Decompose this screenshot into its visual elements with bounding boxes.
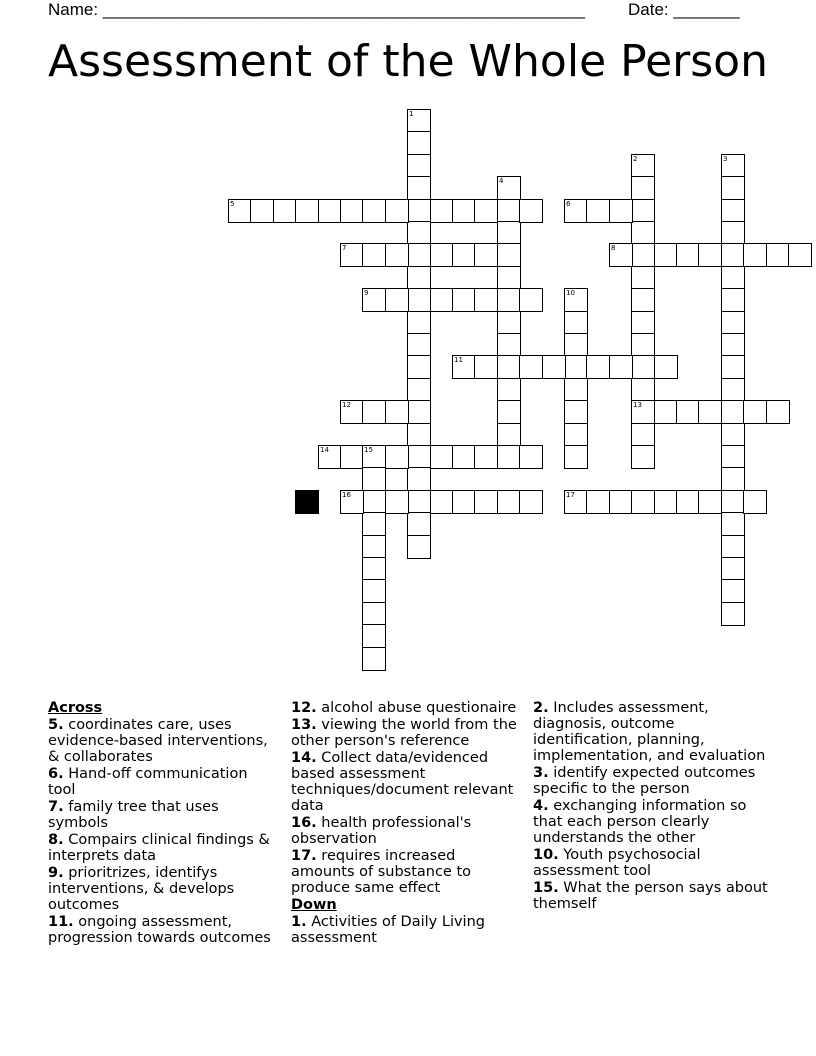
grid-cell[interactable] bbox=[273, 199, 297, 223]
grid-cell[interactable] bbox=[564, 423, 588, 447]
grid-cell[interactable] bbox=[564, 311, 588, 335]
clue-number-label: 1 bbox=[409, 110, 414, 118]
clue-text: Compairs clinical findings & interprets data bbox=[48, 832, 270, 864]
grid-cell[interactable] bbox=[631, 378, 655, 402]
grid-cell[interactable] bbox=[407, 243, 431, 267]
grid-cell[interactable] bbox=[766, 243, 790, 267]
grid-cell[interactable] bbox=[721, 266, 745, 290]
grid-cell[interactable] bbox=[497, 199, 521, 223]
clue-text: requires increased amounts of substance to produce same effect bbox=[291, 848, 472, 896]
grid-cell[interactable] bbox=[721, 333, 745, 357]
clue-text: alcohol abuse questionaire bbox=[316, 700, 517, 716]
clue-text: Hand-off communication tool bbox=[48, 766, 248, 798]
grid-cell[interactable] bbox=[497, 221, 521, 245]
grid-cell[interactable] bbox=[362, 490, 386, 514]
grid-cell[interactable] bbox=[362, 243, 386, 267]
grid-cell[interactable] bbox=[430, 445, 454, 469]
grid-cell[interactable] bbox=[407, 311, 431, 335]
grid-cell[interactable] bbox=[788, 243, 812, 267]
grid-cell[interactable] bbox=[721, 423, 745, 447]
grid-cell[interactable] bbox=[228, 199, 252, 223]
grid-cell[interactable] bbox=[631, 423, 655, 447]
clue-number: 11. bbox=[48, 914, 74, 930]
clue-item bbox=[291, 700, 523, 716]
grid-cell[interactable] bbox=[721, 243, 745, 267]
clue-number: 9. bbox=[48, 865, 64, 881]
grid-cell[interactable] bbox=[407, 199, 431, 223]
clue-number: 2. bbox=[533, 700, 549, 716]
grid-cell[interactable] bbox=[676, 243, 700, 267]
clue-number-label: 3 bbox=[723, 155, 728, 163]
grid-cell[interactable] bbox=[676, 400, 700, 424]
clue-number: 5. bbox=[48, 717, 64, 733]
clue-item bbox=[48, 799, 276, 831]
grid-cell[interactable] bbox=[407, 423, 431, 447]
grid-cell[interactable] bbox=[362, 199, 386, 223]
clue-item bbox=[48, 832, 276, 864]
grid-cell[interactable] bbox=[721, 557, 745, 581]
grid-cell[interactable] bbox=[407, 445, 431, 469]
grid-cell[interactable] bbox=[631, 355, 655, 379]
grid-cell[interactable] bbox=[362, 445, 386, 469]
clue-number-label: 12 bbox=[342, 401, 351, 409]
grid-cell[interactable] bbox=[407, 221, 431, 245]
grid-cell[interactable] bbox=[631, 199, 655, 223]
grid-cell[interactable] bbox=[452, 445, 476, 469]
grid-cell[interactable] bbox=[564, 355, 588, 379]
clue-text: exchanging information so that each person clearly understands the other bbox=[533, 798, 747, 846]
grid-cell[interactable] bbox=[631, 288, 655, 312]
grid-cell[interactable] bbox=[474, 243, 498, 267]
grid-cell[interactable] bbox=[497, 176, 521, 200]
clue-text: family tree that uses symbols bbox=[48, 799, 219, 831]
grid-cell[interactable] bbox=[609, 199, 633, 223]
grid-cell[interactable] bbox=[654, 355, 678, 379]
grid-cell[interactable] bbox=[743, 400, 767, 424]
grid-cell[interactable] bbox=[542, 355, 566, 379]
grid-cell[interactable] bbox=[698, 243, 722, 267]
grid-cell[interactable] bbox=[631, 445, 655, 469]
grid-black-cell bbox=[295, 490, 319, 514]
grid-cell[interactable] bbox=[362, 602, 386, 626]
grid-cell[interactable] bbox=[564, 333, 588, 357]
clue-number: 16. bbox=[291, 815, 317, 831]
grid-cell[interactable] bbox=[407, 400, 431, 424]
grid-cell[interactable] bbox=[743, 243, 767, 267]
grid-cell[interactable] bbox=[721, 176, 745, 200]
grid-cell[interactable] bbox=[362, 535, 386, 559]
grid-cell[interactable] bbox=[631, 154, 655, 178]
clue-number-label: 15 bbox=[364, 446, 373, 454]
grid-cell[interactable] bbox=[631, 266, 655, 290]
clue-text: Activities of Daily Living assessment bbox=[291, 914, 485, 946]
grid-cell[interactable] bbox=[407, 109, 431, 133]
grid-cell[interactable] bbox=[698, 400, 722, 424]
clue-text: health professional's observation bbox=[291, 815, 472, 847]
clue-number-label: 13 bbox=[633, 401, 642, 409]
clue-item bbox=[533, 847, 773, 879]
grid-cell[interactable] bbox=[721, 378, 745, 402]
grid-cell[interactable] bbox=[721, 490, 745, 514]
grid-cell[interactable] bbox=[474, 490, 498, 514]
grid-cell[interactable] bbox=[407, 333, 431, 357]
grid-cell[interactable] bbox=[586, 199, 610, 223]
grid-cell[interactable] bbox=[407, 288, 431, 312]
grid-cell[interactable] bbox=[497, 266, 521, 290]
clue-number: 13. bbox=[291, 717, 317, 733]
grid-cell[interactable] bbox=[385, 400, 409, 424]
grid-cell[interactable] bbox=[721, 535, 745, 559]
grid-cell[interactable] bbox=[362, 467, 386, 491]
grid-cell[interactable] bbox=[721, 154, 745, 178]
grid-cell[interactable] bbox=[631, 243, 655, 267]
across-heading: Across bbox=[48, 700, 103, 716]
grid-cell[interactable] bbox=[743, 490, 767, 514]
clue-item bbox=[48, 865, 276, 913]
clue-number-label: 10 bbox=[566, 289, 575, 297]
grid-cell[interactable] bbox=[362, 288, 386, 312]
clue-number-label: 11 bbox=[454, 356, 463, 364]
grid-cell[interactable] bbox=[452, 243, 476, 267]
grid-cell[interactable] bbox=[631, 400, 655, 424]
grid-cell[interactable] bbox=[407, 266, 431, 290]
grid-cell[interactable] bbox=[721, 311, 745, 335]
grid-cell[interactable] bbox=[385, 199, 409, 223]
clue-text: Youth psychosocial assessment tool bbox=[533, 847, 701, 879]
grid-cell[interactable] bbox=[721, 221, 745, 245]
grid-cell[interactable] bbox=[250, 199, 274, 223]
grid-cell[interactable] bbox=[362, 512, 386, 536]
grid-cell[interactable] bbox=[340, 400, 364, 424]
clue-item bbox=[291, 750, 523, 814]
grid-cell[interactable] bbox=[519, 490, 543, 514]
grid-cell[interactable] bbox=[721, 602, 745, 626]
clue-number-label: 8 bbox=[611, 244, 616, 252]
clue-item bbox=[48, 717, 276, 765]
clue-number-label: 4 bbox=[499, 177, 504, 185]
clue-text: viewing the world from the other person's reference bbox=[291, 717, 517, 749]
grid-cell[interactable] bbox=[721, 579, 745, 603]
clue-number: 12. bbox=[291, 700, 317, 716]
clue-number: 3. bbox=[533, 765, 549, 781]
clue-item bbox=[48, 914, 276, 946]
clue-number: 4. bbox=[533, 798, 549, 814]
clue-number-label: 6 bbox=[566, 200, 571, 208]
grid-cell[interactable] bbox=[721, 199, 745, 223]
grid-cell[interactable] bbox=[362, 557, 386, 581]
clues-column-2 bbox=[291, 700, 523, 947]
grid-cell[interactable] bbox=[362, 647, 386, 671]
clue-number-label: 14 bbox=[320, 446, 329, 454]
clue-item bbox=[291, 914, 523, 946]
grid-cell[interactable] bbox=[609, 243, 633, 267]
clue-number-label: 16 bbox=[342, 491, 351, 499]
grid-cell[interactable] bbox=[721, 445, 745, 469]
grid-cell[interactable] bbox=[497, 311, 521, 335]
grid-cell[interactable] bbox=[407, 535, 431, 559]
down-clue-list bbox=[291, 914, 523, 946]
grid-cell[interactable] bbox=[407, 154, 431, 178]
grid-cell[interactable] bbox=[407, 176, 431, 200]
grid-cell[interactable] bbox=[631, 490, 655, 514]
grid-cell[interactable] bbox=[721, 467, 745, 491]
clue-number: 10. bbox=[533, 847, 559, 863]
clue-text: coordinates care, uses evidence-based interventions, & collaborates bbox=[48, 717, 268, 765]
grid-cell[interactable] bbox=[564, 445, 588, 469]
grid-cell[interactable] bbox=[497, 445, 521, 469]
across-clue-list bbox=[48, 717, 276, 946]
grid-cell[interactable] bbox=[318, 199, 342, 223]
clue-item bbox=[48, 766, 276, 798]
grid-cell[interactable] bbox=[497, 423, 521, 447]
grid-cell[interactable] bbox=[519, 445, 543, 469]
clue-number: 6. bbox=[48, 766, 64, 782]
grid-cell[interactable] bbox=[519, 199, 543, 223]
grid-cell[interactable] bbox=[631, 311, 655, 335]
grid-cell[interactable] bbox=[474, 445, 498, 469]
clue-item bbox=[291, 848, 523, 896]
clues-column-1 bbox=[48, 700, 276, 947]
grid-cell[interactable] bbox=[474, 355, 498, 379]
grid-cell[interactable] bbox=[497, 288, 521, 312]
grid-cell[interactable] bbox=[474, 288, 498, 312]
grid-cell[interactable] bbox=[430, 288, 454, 312]
clue-number-label: 17 bbox=[566, 491, 575, 499]
grid-cell[interactable] bbox=[654, 243, 678, 267]
clue-number: 8. bbox=[48, 832, 64, 848]
grid-cell[interactable] bbox=[430, 490, 454, 514]
grid-cell[interactable] bbox=[340, 490, 364, 514]
grid-cell[interactable] bbox=[676, 490, 700, 514]
grid-cell[interactable] bbox=[407, 490, 431, 514]
clue-item bbox=[291, 815, 523, 847]
clue-number-label: 5 bbox=[230, 200, 235, 208]
grid-cell[interactable] bbox=[497, 490, 521, 514]
grid-cell[interactable] bbox=[340, 243, 364, 267]
grid-cell[interactable] bbox=[385, 243, 409, 267]
grid-cell[interactable] bbox=[721, 512, 745, 536]
clue-number-label: 9 bbox=[364, 289, 369, 297]
grid-cell[interactable] bbox=[586, 490, 610, 514]
grid-cell[interactable] bbox=[564, 199, 588, 223]
grid-cell[interactable] bbox=[407, 131, 431, 155]
clue-text: identify expected outcomes specific to the person bbox=[533, 765, 756, 797]
clue-number: 17. bbox=[291, 848, 317, 864]
clue-number: 1. bbox=[291, 914, 307, 930]
clue-text: Collect data/evidenced based assessment techniques/document relevant data bbox=[291, 750, 514, 814]
grid-cell[interactable] bbox=[407, 512, 431, 536]
date-field-line: Date: _______ bbox=[628, 0, 740, 19]
clue-text: ongoing assessment, progression towards outcomes bbox=[48, 914, 271, 946]
grid-cell[interactable] bbox=[385, 288, 409, 312]
grid-cell[interactable] bbox=[452, 355, 476, 379]
clue-item bbox=[533, 880, 773, 912]
grid-cell[interactable] bbox=[362, 624, 386, 648]
grid-cell[interactable] bbox=[362, 400, 386, 424]
grid-cell[interactable] bbox=[721, 400, 745, 424]
grid-cell[interactable] bbox=[407, 378, 431, 402]
grid-cell[interactable] bbox=[385, 445, 409, 469]
grid-cell[interactable] bbox=[430, 243, 454, 267]
clue-item bbox=[533, 798, 773, 846]
grid-cell[interactable] bbox=[654, 400, 678, 424]
grid-cell[interactable] bbox=[519, 355, 543, 379]
grid-cell[interactable] bbox=[654, 490, 678, 514]
grid-cell[interactable] bbox=[497, 243, 521, 267]
grid-cell[interactable] bbox=[497, 400, 521, 424]
grid-cell[interactable] bbox=[631, 221, 655, 245]
grid-cell[interactable] bbox=[318, 445, 342, 469]
grid-cell[interactable] bbox=[766, 400, 790, 424]
clue-item bbox=[533, 765, 773, 797]
grid-cell[interactable] bbox=[474, 199, 498, 223]
clues-column-3 bbox=[533, 700, 773, 913]
grid-cell[interactable] bbox=[564, 400, 588, 424]
grid-cell[interactable] bbox=[609, 490, 633, 514]
clue-item bbox=[291, 717, 523, 749]
grid-cell[interactable] bbox=[519, 288, 543, 312]
grid-cell[interactable] bbox=[407, 467, 431, 491]
grid-cell[interactable] bbox=[452, 490, 476, 514]
clue-text: prioritrizes, identifys interventions, & develops outcomes bbox=[48, 865, 235, 913]
grid-cell[interactable] bbox=[340, 445, 364, 469]
grid-cell[interactable] bbox=[497, 333, 521, 357]
grid-cell[interactable] bbox=[564, 490, 588, 514]
down-heading: Down bbox=[291, 897, 337, 913]
grid-cell[interactable] bbox=[407, 355, 431, 379]
across-clue-list-continued bbox=[291, 700, 523, 896]
grid-cell[interactable] bbox=[497, 378, 521, 402]
grid-cell[interactable] bbox=[385, 490, 409, 514]
clue-number: 14. bbox=[291, 750, 317, 766]
grid-cell[interactable] bbox=[340, 199, 364, 223]
clue-number-label: 7 bbox=[342, 244, 347, 252]
clue-number: 15. bbox=[533, 880, 559, 896]
clue-number-label: 2 bbox=[633, 155, 638, 163]
grid-cell[interactable] bbox=[564, 288, 588, 312]
clue-number: 7. bbox=[48, 799, 64, 815]
grid-cell[interactable] bbox=[564, 378, 588, 402]
grid-cell[interactable] bbox=[295, 199, 319, 223]
grid-cell[interactable] bbox=[631, 333, 655, 357]
down-clue-list-continued bbox=[533, 700, 773, 912]
grid-cell[interactable] bbox=[430, 199, 454, 223]
name-field-line: Name: ___________________________________________________ bbox=[48, 0, 585, 19]
clue-text: What the person says about themself bbox=[533, 880, 768, 912]
grid-cell[interactable] bbox=[497, 355, 521, 379]
clue-item bbox=[533, 700, 773, 764]
grid-cell[interactable] bbox=[631, 176, 655, 200]
clue-text: Includes assessment, diagnosis, outcome identification, planning, implementation, and evaluation bbox=[533, 700, 766, 764]
grid-cell[interactable] bbox=[586, 355, 610, 379]
grid-cell[interactable] bbox=[721, 355, 745, 379]
grid-cell[interactable] bbox=[609, 355, 633, 379]
grid-cell[interactable] bbox=[452, 288, 476, 312]
page-title: Assessment of the Whole Person bbox=[48, 36, 768, 87]
grid-cell[interactable] bbox=[452, 199, 476, 223]
grid-cell[interactable] bbox=[721, 288, 745, 312]
grid-cell[interactable] bbox=[362, 579, 386, 603]
grid-cell[interactable] bbox=[698, 490, 722, 514]
